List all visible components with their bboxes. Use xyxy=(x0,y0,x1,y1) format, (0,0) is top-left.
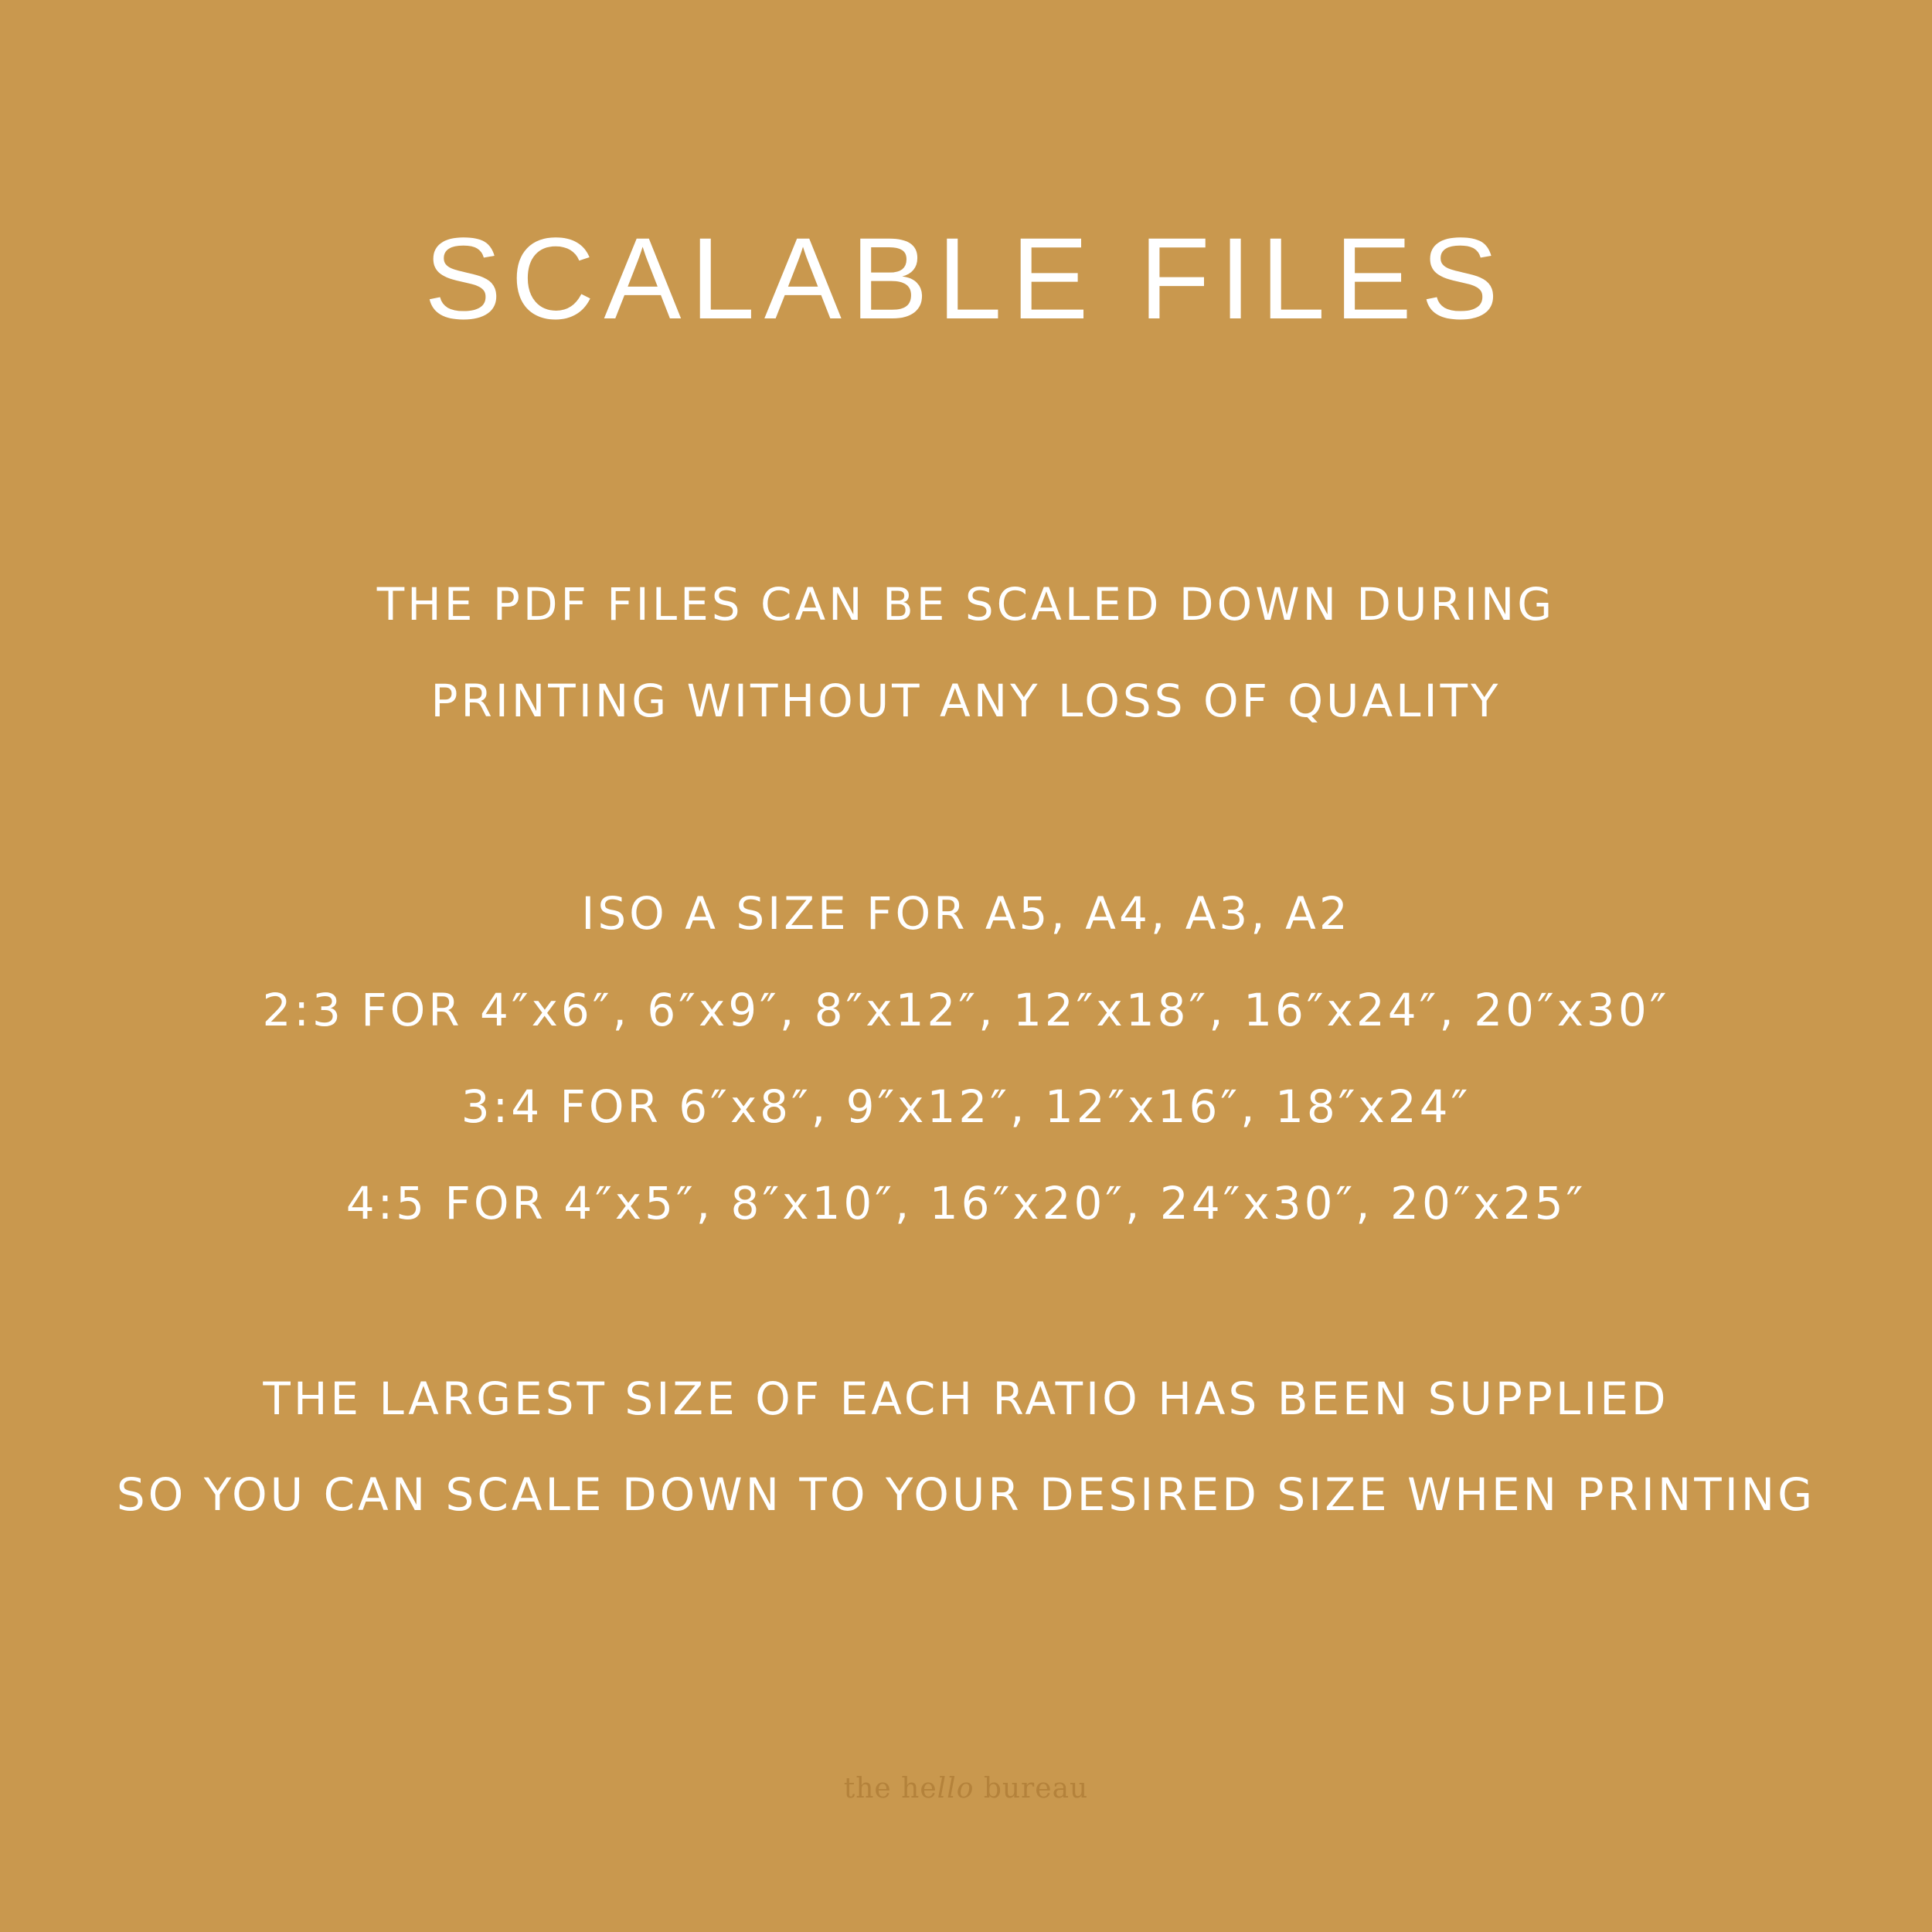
size-iso: ISO A SIZE FOR A5, A4, A3, A2 xyxy=(581,887,1351,940)
logo-text-part-3: bureau xyxy=(974,1773,1089,1804)
intro-line-1: THE PDF FILES CAN BE SCALED DOWN DURING xyxy=(376,578,1556,631)
size-ratio-3-4: 3:4 FOR 6″x8″, 9″x12″, 12″x16″, 18″x24″ xyxy=(461,1080,1471,1133)
size-ratio-2-3: 2:3 FOR 4″x6″, 6″x9″, 8″x12″, 12″x18″, 16″x24″, 20″x30″ xyxy=(262,984,1670,1036)
logo-text-part-2: llo xyxy=(937,1773,975,1804)
note-line-2: SO YOU CAN SCALE DOWN TO YOUR DESIRED SIZE WHEN PRINTING xyxy=(116,1468,1816,1521)
logo-text-part-1: the he xyxy=(843,1773,937,1804)
brand-logo xyxy=(0,1770,1932,1808)
page-title: SCALABLE FILES xyxy=(424,213,1508,343)
note-line-1: THE LARGEST SIZE OF EACH RATIO HAS BEEN SUPPLIED xyxy=(263,1372,1669,1425)
intro-line-2: PRINTING WITHOUT ANY LOSS OF QUALITY xyxy=(430,675,1502,727)
size-ratio-4-5: 4:5 FOR 4″x5″, 8″x10″, 16″x20″, 24″x30″, 20″x25″ xyxy=(345,1177,1587,1230)
